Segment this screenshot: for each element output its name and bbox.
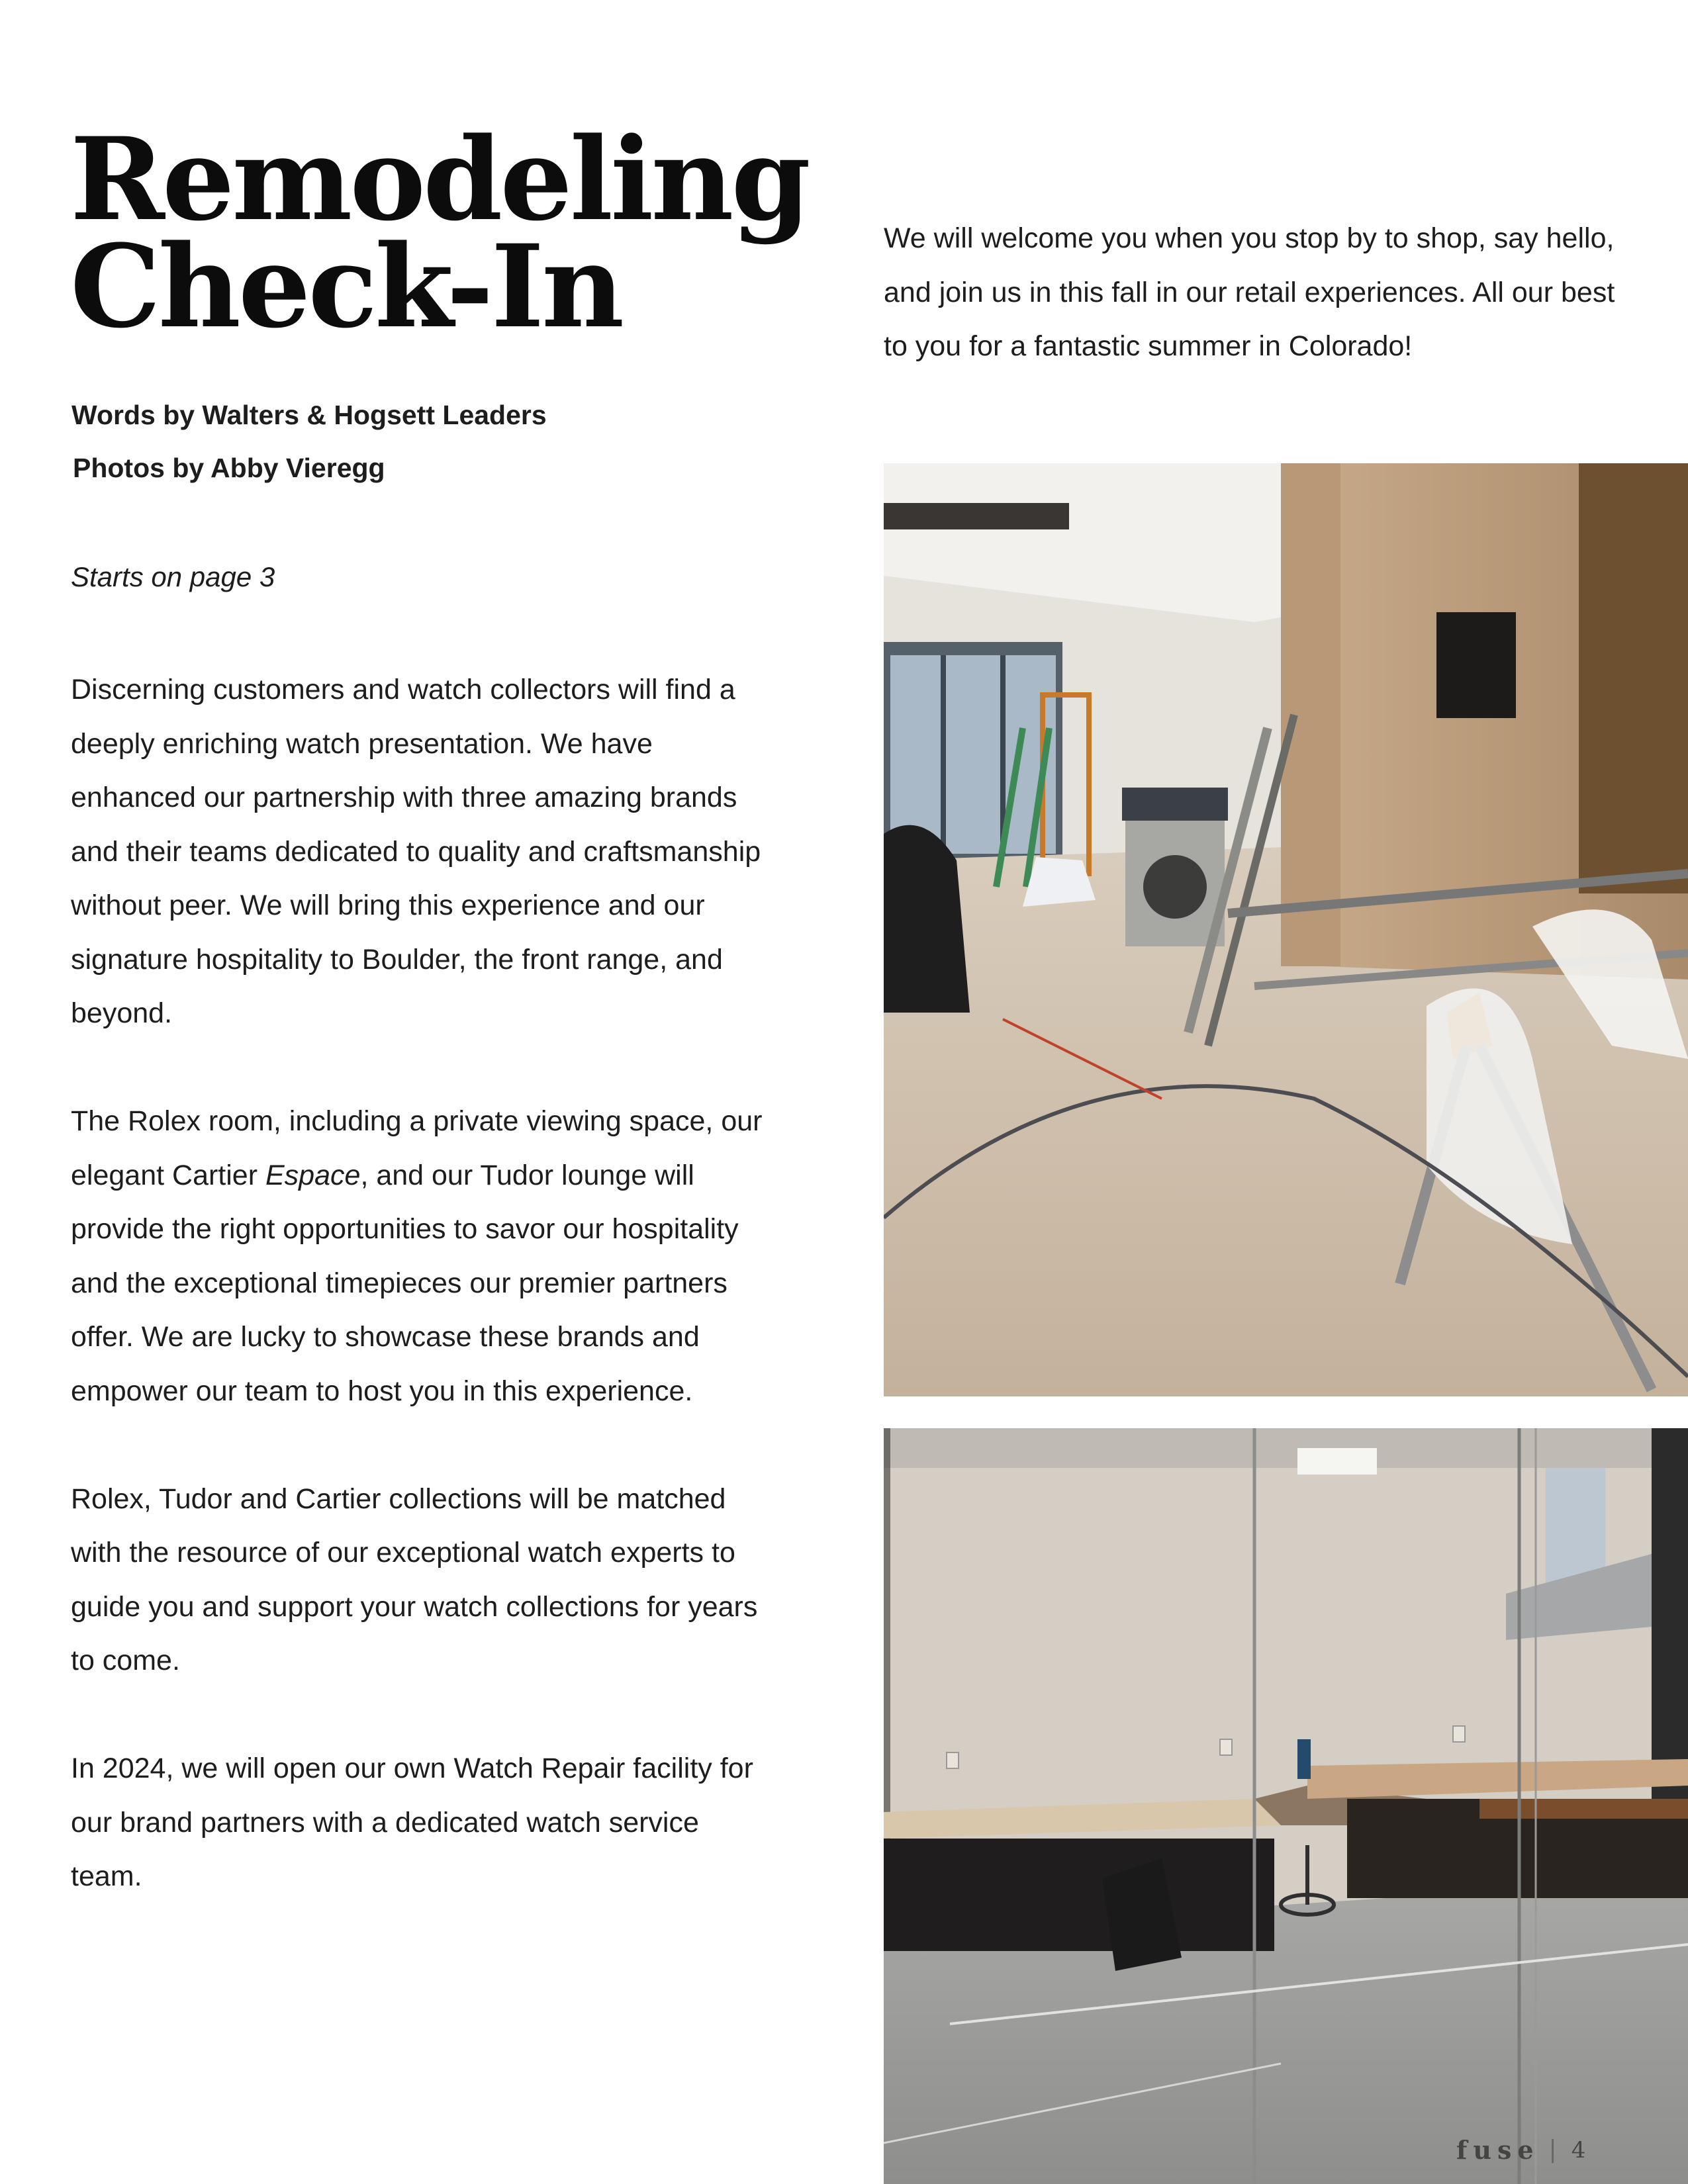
page-footer [1456, 2135, 1585, 2165]
credit-photos: Photos by Abby Vieregg [73, 453, 385, 483]
paragraph-4: In 2024, we will open our own Watch Repair facility for our brand partners with a dedicated watch service team. [71, 1752, 753, 1892]
construction-photo-illustration [884, 463, 1688, 1396]
article-body [71, 663, 773, 1958]
article-title-line-1: Remodeling [70, 112, 808, 246]
footer-brand: fuse [1456, 2135, 1540, 2165]
paragraph-2-text-a: The Rolex room, including a private viewing space, our elegant Cartier [71, 1105, 763, 1191]
paragraph-1: Discerning customers and watch collectors will find a deeply enriching watch presentation. We have enhanced our partnership with three amazing brands and their teams dedicated to quality and craftsmanship without peer. We will bring this experience and our signature hospitality to Boulder, the front range, and beyond. [71, 674, 761, 1029]
paragraph-3: Rolex, Tudor and Cartier collections will be matched with the resource of our exceptional watch experts to guide you and support your watch collections for years to come. [71, 1482, 758, 1676]
credit-words: Words by Walters & Hogsett Leaders [71, 400, 547, 430]
article-title-line-2: Check-In [70, 219, 622, 353]
closing-paragraph: We will welcome you when you stop by to shop, say hello, and join us in this fall in our retail experiences. All our best to you for a fantastic summer in Colorado! [884, 222, 1615, 362]
finished-room-photo-illustration [884, 1428, 1688, 2184]
footer-separator: | [1548, 2136, 1557, 2163]
paragraph-2-text-b: , and our Tudor lounge will provide the right opportunities to savor our hospitality and the exceptional timepieces our premier partners offer. We are lucky to showcase these brands and empower our team to host you in this experience. [71, 1159, 739, 1407]
paragraph-2-italic: Espace [265, 1159, 361, 1191]
photo-finished-room [884, 1428, 1688, 2184]
photo-construction-site [884, 463, 1688, 1396]
page-number: 4 [1571, 2136, 1586, 2163]
article-title [70, 112, 808, 353]
paragraph-2 [71, 1095, 773, 1418]
continued-from-note: Starts on page 3 [71, 561, 275, 592]
